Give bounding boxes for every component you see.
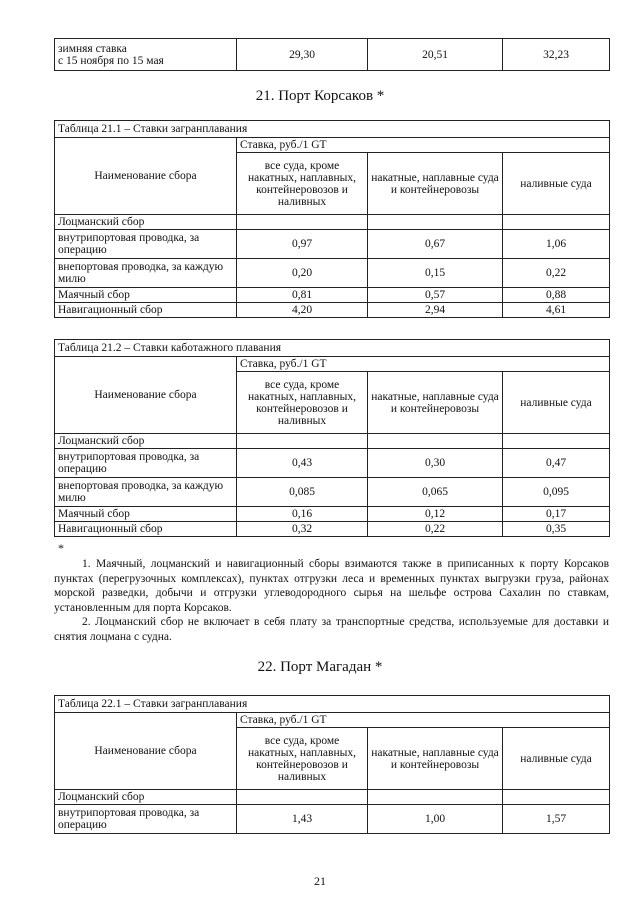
cell-value: 0,12: [368, 507, 503, 522]
row-label: Маячный сбор: [55, 288, 237, 303]
table-22-1: [54, 695, 610, 834]
cell-value: 0,30: [368, 449, 503, 478]
cell-value: 0,20: [237, 259, 368, 288]
cell-value: [503, 434, 610, 449]
top-continuation-table: [54, 38, 610, 71]
cell-value: 0,17: [503, 507, 610, 522]
row-label: Навигационный сбор: [55, 303, 237, 318]
row-label: Маячный сбор: [55, 507, 237, 522]
row-label: Навигационный сбор: [55, 522, 237, 537]
cell-value: 1,00: [368, 805, 503, 834]
cell-value: 0,35: [503, 522, 610, 537]
cell-value: 1,43: [237, 805, 368, 834]
cell-value: 0,67: [368, 230, 503, 259]
row-label: внутрипортовая проводка, за операцию: [55, 449, 237, 478]
cell-value: 32,23: [503, 39, 610, 71]
cell-value: 1,06: [503, 230, 610, 259]
column-header-name: Наименование сбора: [55, 713, 237, 790]
cell-value: 0,57: [368, 288, 503, 303]
cell-value: [503, 215, 610, 230]
row-label: внутрипортовая проводка, за операцию: [55, 230, 237, 259]
table-caption: Таблица 21.2 – Ставки каботажного плавания: [55, 340, 610, 357]
column-header-tankers: наливные суда: [503, 153, 610, 215]
cell-value: 4,61: [503, 303, 610, 318]
cell-value: 0,43: [237, 449, 368, 478]
table-21-2: [54, 339, 610, 537]
cell-value: 0,065: [368, 478, 503, 507]
cell-value: 0,88: [503, 288, 610, 303]
cell-value: 2,94: [368, 303, 503, 318]
column-header-all-vessels: все суда, кроме накатных, наплавных, контейнеровозов и наливных: [237, 728, 368, 790]
cell-value: [503, 790, 610, 805]
column-header-tankers: наливные суда: [503, 372, 610, 434]
footnote-2: 2. Лоцманский сбор не включает в себя плату за транспортные средства, используемые для доставки и снятия лоцмана с судна.: [54, 616, 609, 643]
column-header-all-vessels: все суда, кроме накатных, наплавных, контейнеровозов и наливных: [237, 372, 368, 434]
cell-value: 0,16: [237, 507, 368, 522]
column-header-all-vessels: все суда, кроме накатных, наплавных, контейнеровозов и наливных: [237, 153, 368, 215]
cell-value: [237, 434, 368, 449]
section-heading-korsakov: 21. Порт Корсаков *: [255, 88, 385, 104]
cell-value: 0,97: [237, 230, 368, 259]
cell-value: [368, 434, 503, 449]
row-label: Лоцманский сбор: [55, 215, 237, 230]
column-header-roro-container: накатные, наплавные суда и контейнеровозы: [368, 153, 503, 215]
table-21-1: [54, 120, 610, 318]
cell-value: [237, 790, 368, 805]
row-label: зимняя ставка с 15 ноября по 15 мая: [55, 39, 237, 71]
rate-header: Ставка, руб./1 GT: [237, 713, 610, 728]
column-header-tankers: наливные суда: [503, 728, 610, 790]
rate-header: Ставка, руб./1 GT: [237, 357, 610, 372]
row-label: Лоцманский сбор: [55, 790, 237, 805]
cell-value: 4,20: [237, 303, 368, 318]
row-label: внепортовая проводка, за каждую милю: [55, 259, 237, 288]
column-header-name: Наименование сбора: [55, 138, 237, 215]
cell-value: 29,30: [237, 39, 368, 71]
table-caption: Таблица 21.1 – Ставки загранплавания: [55, 121, 610, 138]
footnote-marker: *: [58, 541, 64, 555]
cell-value: 0,81: [237, 288, 368, 303]
page-number: 21: [314, 874, 326, 888]
cell-value: 0,47: [503, 449, 610, 478]
footnote-1: 1. Маячный, лоцманский и навигационный сборы взимаются также в приписанных к порту Корсаков пунктах (перегрузочных комплексах), пунктах отгрузки леса и временных пунктах выгрузки груза, районах морской разведки, добычи и отгрузки углеводородного сырья на шельфе острова Сахалин по ставкам, установленным для порта Корсаков.: [54, 558, 609, 614]
cell-value: [237, 215, 368, 230]
row-label: Лоцманский сбор: [55, 434, 237, 449]
cell-value: 0,32: [237, 522, 368, 537]
cell-value: 1,57: [503, 805, 610, 834]
footnotes: [54, 557, 609, 644]
column-header-name: Наименование сбора: [55, 357, 237, 434]
rate-header: Ставка, руб./1 GT: [237, 138, 610, 153]
cell-value: 0,22: [368, 522, 503, 537]
cell-value: [368, 215, 503, 230]
row-label: внутрипортовая проводка, за операцию: [55, 805, 237, 834]
table-caption: Таблица 22.1 – Ставки загранплавания: [55, 696, 610, 713]
cell-value: 20,51: [368, 39, 503, 71]
cell-value: 0,095: [503, 478, 610, 507]
cell-value: 0,085: [237, 478, 368, 507]
cell-value: 0,22: [503, 259, 610, 288]
section-heading-magadan: 22. Порт Магадан *: [257, 659, 383, 675]
column-header-roro-container: накатные, наплавные суда и контейнеровозы: [368, 728, 503, 790]
cell-value: 0,15: [368, 259, 503, 288]
row-label: внепортовая проводка, за каждую милю: [55, 478, 237, 507]
cell-value: [368, 790, 503, 805]
column-header-roro-container: накатные, наплавные суда и контейнеровозы: [368, 372, 503, 434]
